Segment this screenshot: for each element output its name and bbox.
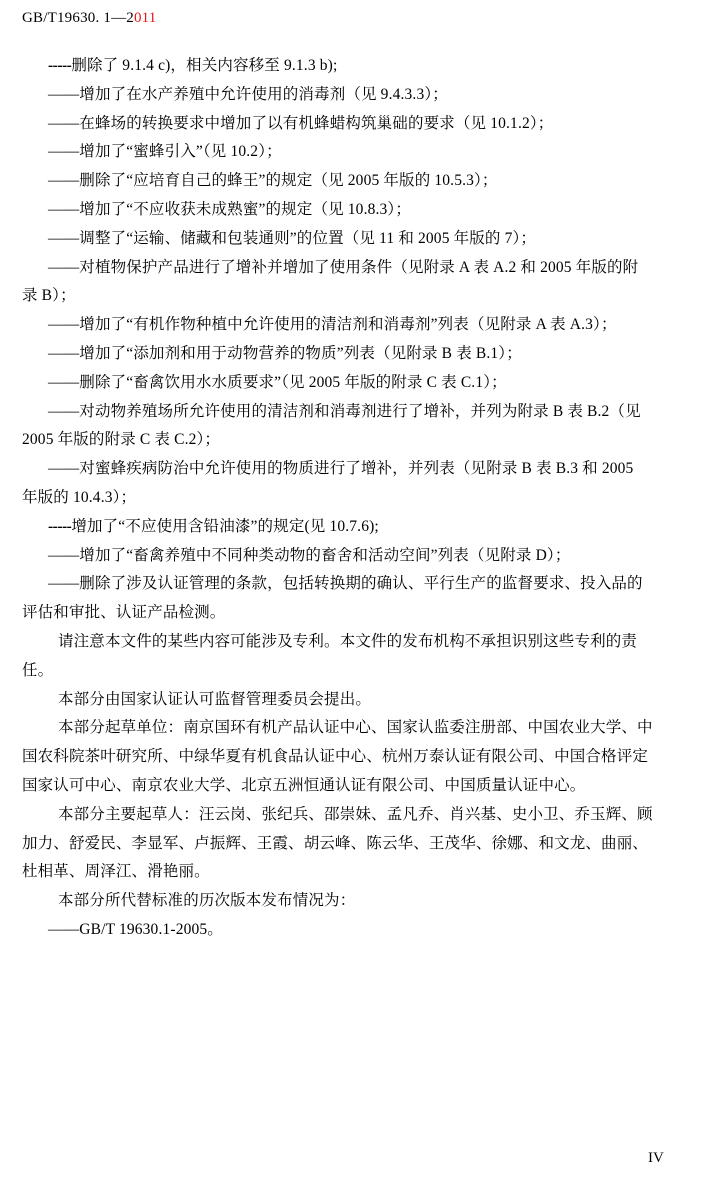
body-line: ——对植物保护产品进行了增补并增加了使用条件（见附录 A 表 A.2 和 2005 年版的附	[48, 258, 639, 276]
body-line: 评估和审批、认证产品检测。	[22, 604, 226, 622]
standard-number-prefix: GB/T19630. 1—2	[22, 10, 134, 26]
page-number: IV	[648, 1150, 664, 1166]
body-line: ——对动物养殖场所允许使用的清洁剂和消毒剂进行了增补，并列为附录 B 表 B.2（见	[48, 402, 641, 420]
foreword-body	[22, 52, 700, 945]
body-line: ——删除了“应培育自己的蜂王”的规定（见 2005 年版的 10.5.3）；	[48, 172, 498, 190]
body-line: 年版的 10.4.3）；	[22, 488, 137, 506]
body-line: ——增加了“畜禽养殖中不同种类动物的畜舍和活动空间”列表（见附录 D）；	[48, 546, 571, 564]
body-line: ——增加了“有机作物种植中允许使用的清洁剂和消毒剂”列表（见附录 A 表 A.3）；	[48, 316, 617, 334]
body-line: ——在蜂场的转换要求中增加了以有机蜂蜡构筑巢础的要求（见 10.1.2）；	[48, 114, 554, 132]
body-line: 本部分起草单位：南京国环有机产品认证中心、国家认监委注册部、中国农业大学、中	[58, 719, 653, 737]
body-line: ——增加了“蜜蜂引入”（见 10.2）；	[48, 143, 282, 161]
body-line: 国农科院茶叶研究所、中绿华夏有机食品认证中心、杭州万泰认证有限公司、中国合格评定	[22, 748, 649, 766]
hyphen-dash-marker: -----	[48, 517, 72, 535]
hyphen-dash-marker: -----	[48, 57, 72, 74]
body-line: -----增加了“不应使用含铅油漆”的规定(见 10.7.6);	[48, 517, 379, 535]
body-line: ——增加了在水产养殖中允许使用的消毒剂（见 9.4.3.3）；	[48, 85, 448, 103]
body-line: 本部分所代替标准的历次版本发布情况为：	[58, 892, 356, 910]
standard-number-year-accent: 011	[133, 10, 157, 26]
body-line: -----删除了 9.1.4 c)，相关内容移至 9.1.3 b);	[48, 57, 338, 74]
body-line: 加力、舒爱民、李显军、卢振辉、王霞、胡云峰、陈云华、王茂华、徐娜、和文龙、曲丽、	[22, 834, 649, 852]
body-line: ——GB/T 19630.1-2005。	[48, 920, 223, 938]
body-line: 请注意本文件的某些内容可能涉及专利。本文件的发布机构不承担识别这些专利的责	[58, 632, 638, 650]
body-line: ——删除了“畜禽饮用水水质要求”（见 2005 年版的附录 C 表 C.1）；	[48, 373, 507, 391]
body-line: 本部分由国家认证认可监督管理委员会提出。	[58, 690, 372, 708]
running-header	[22, 10, 157, 27]
body-line: 任。	[22, 661, 54, 679]
body-line: ——删除了涉及认证管理的条款，包括转换期的确认、平行生产的监督要求、投入品的	[48, 575, 643, 593]
body-line: 国家认可中心、南京农业大学、北京五洲恒通认证有限公司、中国质量认证中心。	[22, 776, 586, 794]
body-line: 杜相革、周泽江、滑艳丽。	[22, 863, 210, 881]
body-line: 2005 年版的附录 C 表 C.2）；	[22, 431, 221, 449]
body-line: ——调整了“运输、储藏和包装通则”的位置（见 11 和 2005 年版的 7）；	[48, 229, 537, 247]
body-line: ——对蜜蜂疾病防治中允许使用的物质进行了增补，并列表（见附录 B 表 B.3 和 2005	[48, 460, 634, 478]
body-line: ——增加了“添加剂和用于动物营养的物质”列表（见附录 B 表 B.1）；	[48, 344, 522, 362]
body-line: 本部分主要起草人：汪云岗、张纪兵、邵崇妹、孟凡乔、肖兴基、史小卫、乔玉辉、顾	[58, 805, 653, 823]
body-line: 录 B）；	[22, 287, 76, 305]
body-line: ——增加了“不应收获未成熟蜜”的规定（见 10.8.3）；	[48, 200, 411, 218]
